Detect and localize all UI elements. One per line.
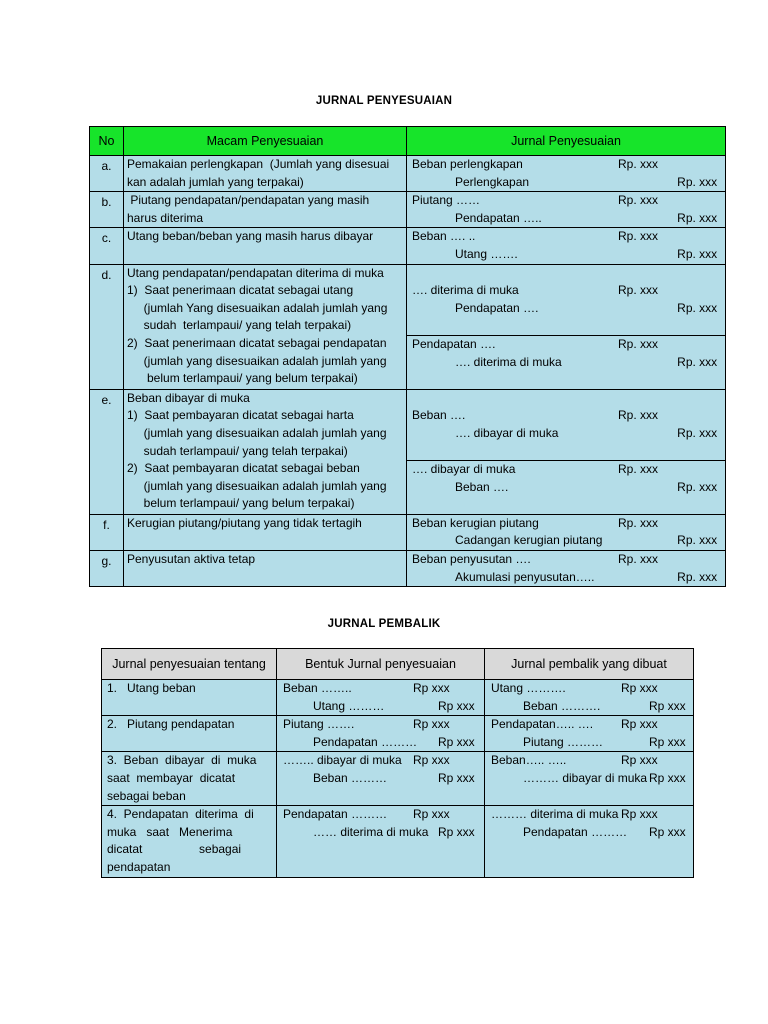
amount: Rp xxx	[413, 807, 450, 822]
reversing-entry	[485, 680, 694, 716]
reversing-debit-line	[491, 806, 693, 824]
table2-row	[102, 752, 694, 806]
reversal-topic	[102, 680, 277, 716]
adjustment-description	[124, 156, 407, 192]
amount: Rp xxx	[649, 734, 686, 749]
credit-account: Pendapatan ….	[455, 300, 539, 315]
row-number-cell	[90, 264, 124, 389]
table1-header	[90, 127, 726, 156]
credit-line	[407, 354, 725, 372]
amount: Rp xxx	[438, 698, 475, 713]
amount: Rp xxx	[413, 753, 450, 768]
journal-entry	[407, 265, 725, 335]
description-line: (jumlah yang disesuaikan adalah jumlah yang	[127, 478, 387, 493]
description-line: Kerugian piutang/piutang yang tidak tertagih	[127, 515, 362, 530]
debit-line	[407, 407, 725, 425]
credit-amount: Rp. xxx	[677, 246, 718, 261]
debit-amount: Rp. xxx	[618, 283, 659, 298]
debit-amount: Rp. xxx	[618, 462, 659, 477]
description-line: Beban dibayar di muka	[127, 390, 250, 405]
table2-header	[102, 649, 694, 680]
debit-account: Beban ….	[412, 408, 466, 423]
adjusting-credit-line	[283, 770, 484, 788]
header-jurnal-pembalik: Jurnal pembalik yang dibuat	[485, 649, 694, 680]
adjusting-debit-line	[283, 752, 484, 770]
reversal-topic	[102, 716, 277, 752]
title-jurnal-penyesuaian: JURNAL PENYESUAIAN	[315, 95, 453, 107]
journal-entry-cell	[407, 389, 726, 514]
amount: Rp xxx	[649, 824, 686, 839]
topic-line: sebagai beban	[107, 788, 186, 803]
adjusting-debit-line	[283, 680, 484, 698]
debit-amount: Rp. xxx	[618, 515, 659, 530]
row-number-cell	[90, 389, 124, 514]
account: Beban….. …..	[491, 753, 567, 768]
adjustment-description	[124, 514, 407, 550]
credit-account: Beban ….	[455, 479, 509, 494]
description-line: (jumlah yang disesuaikan adalah jumlah yang	[127, 425, 387, 440]
adjusting-debit-line	[283, 716, 484, 734]
credit-amount: Rp. xxx	[677, 300, 718, 315]
table1-row	[90, 514, 726, 550]
adjusting-entry	[277, 752, 485, 806]
amount: Rp xxx	[621, 681, 658, 695]
adjustment-description	[124, 228, 407, 264]
account: Pendapatan ………	[313, 734, 418, 749]
description-line: 1) Saat pembayaran dicatat sebagai harta	[127, 408, 354, 423]
description-line: 2) Saat penerimaan dicatat sebagai pendapatan	[127, 335, 387, 350]
account: ……… dibayar di muka	[523, 770, 648, 785]
account: Piutang ………	[523, 734, 604, 749]
account: Beban ………	[313, 770, 388, 785]
credit-amount: Rp. xxx	[677, 174, 718, 189]
amount: Rp xxx	[621, 753, 658, 768]
account: Pendapatan….. ….	[491, 717, 594, 732]
journal-entry	[407, 515, 725, 550]
topic-line: 4. Pendapatan diterima di	[107, 807, 254, 822]
table-jurnal-penyesuaian	[89, 126, 726, 587]
credit-account: Cadangan kerugian piutang	[455, 533, 603, 548]
journal-spacer	[407, 265, 725, 283]
description-line: 2) Saat pembayaran dicatat sebagai beban	[127, 461, 360, 476]
journal-entry-cell	[407, 551, 726, 587]
credit-amount: Rp. xxx	[677, 479, 718, 494]
description-line: Utang beban/beban yang masih harus dibayar	[127, 229, 374, 244]
journal-entry	[407, 460, 725, 514]
debit-amount: Rp. xxx	[618, 336, 659, 351]
description-line: Pemakaian perlengkapan (Jumlah yang disesuai	[127, 157, 390, 171]
account: Piutang …….	[283, 717, 355, 732]
header-macam-penyesuaian: Macam Penyesuaian	[124, 127, 407, 156]
table2-row	[102, 680, 694, 716]
debit-account: Pendapatan ….	[412, 336, 496, 351]
table1-row	[90, 228, 726, 264]
adjusting-credit-line	[283, 698, 484, 716]
topic-line: 2. Piutang pendapatan	[107, 717, 235, 732]
adjustment-description	[124, 264, 407, 389]
description-line: (jumlah yang disesuaikan adalah jumlah yang	[127, 353, 387, 368]
debit-line	[407, 551, 725, 569]
credit-amount: Rp. xxx	[677, 569, 718, 584]
reversal-topic	[102, 806, 277, 877]
credit-account: Utang …….	[455, 246, 518, 261]
debit-amount: Rp. xxx	[618, 408, 659, 423]
debit-account: …. diterima di muka	[412, 283, 519, 298]
credit-account: Pendapatan …..	[455, 210, 542, 225]
debit-amount: Rp. xxx	[618, 229, 659, 244]
row-number: d.	[101, 267, 112, 282]
debit-line	[407, 336, 725, 354]
debit-account: Beban kerugian piutang	[412, 515, 539, 530]
debit-account: Beban …. ..	[412, 229, 476, 244]
amount: Rp xxx	[649, 698, 686, 713]
description-line: belum terlampaui/ yang belum terpakai)	[127, 496, 355, 511]
debit-account: Beban penyusutan ….	[412, 552, 531, 567]
journal-entry	[407, 551, 725, 586]
credit-amount: Rp. xxx	[677, 533, 718, 548]
table2-row	[102, 806, 694, 877]
table-jurnal-pembalik	[101, 648, 694, 878]
journal-entry	[407, 335, 725, 389]
description-line: Piutang pendapatan/pendapatan yang masih	[127, 193, 370, 208]
topic-line: muka saat Menerima	[107, 824, 233, 839]
credit-line	[407, 569, 725, 587]
adjusting-debit-line	[283, 806, 484, 824]
debit-line	[407, 192, 725, 210]
row-number-cell	[90, 192, 124, 228]
journal-entry-cell	[407, 156, 726, 192]
account: Utang ………	[313, 698, 385, 713]
description-line: (jumlah Yang disesuaikan adalah jumlah yang	[127, 300, 388, 315]
title-jurnal-pembalik: JURNAL PEMBALIK	[327, 618, 441, 630]
account: Utang ……….	[491, 681, 566, 695]
description-line: belum terlampaui/ yang belum terpakai)	[127, 371, 358, 386]
credit-account: …. diterima di muka	[455, 354, 562, 369]
reversing-entry	[485, 716, 694, 752]
reversing-credit-line	[491, 698, 693, 716]
table1-row	[90, 551, 726, 587]
table1-row	[90, 264, 726, 389]
journal-entry	[407, 192, 725, 227]
adjustment-description	[124, 389, 407, 514]
amount: Rp xxx	[438, 770, 475, 785]
credit-line	[407, 174, 725, 192]
description-line: sudah terlampaui/ yang telah terpakai)	[127, 443, 348, 458]
debit-line	[407, 461, 725, 479]
debit-amount: Rp. xxx	[618, 193, 659, 208]
row-number: e.	[101, 392, 112, 407]
table2-row	[102, 716, 694, 752]
journal-entry	[407, 156, 725, 191]
debit-line	[407, 282, 725, 300]
description-line: Utang pendapatan/pendapatan diterima di muka	[127, 265, 384, 280]
amount: Rp xxx	[649, 770, 686, 785]
adjustment-description	[124, 192, 407, 228]
description-line: kan adalah jumlah yang terpakai)	[127, 174, 304, 189]
topic-line: 3. Beban dibayar di muka	[107, 753, 257, 768]
topic-line: pendapatan	[107, 859, 171, 874]
adjusting-credit-line	[283, 824, 484, 842]
amount: Rp xxx	[413, 681, 450, 695]
description-line: harus diterima	[127, 210, 204, 225]
adjusting-entry	[277, 680, 485, 716]
account: ……… diterima di muka	[491, 807, 619, 822]
topic-line: dicatat sebagai	[107, 842, 242, 857]
adjusting-entry	[277, 806, 485, 877]
row-number-cell	[90, 156, 124, 192]
debit-account: Piutang ……	[412, 193, 481, 208]
debit-account: …. dibayar di muka	[412, 462, 516, 477]
journal-entry-cell	[407, 192, 726, 228]
credit-amount: Rp. xxx	[677, 354, 718, 369]
row-number: g.	[101, 554, 112, 569]
amount: Rp xxx	[438, 824, 475, 839]
header-no: No	[90, 127, 124, 156]
credit-line	[407, 532, 725, 550]
table1-row	[90, 156, 726, 192]
debit-account: Beban perlengkapan	[412, 157, 523, 171]
journal-entry-cell	[407, 514, 726, 550]
debit-amount: Rp. xxx	[618, 552, 659, 567]
row-number: c.	[101, 231, 112, 246]
journal-spacer	[407, 371, 725, 389]
account: …… diterima di muka	[313, 824, 429, 839]
header-jurnal-penyesuaian-tentang: Jurnal penyesuaian tentang	[102, 649, 277, 680]
journal-spacer	[407, 443, 725, 461]
reversing-credit-line	[491, 770, 693, 788]
account: Pendapatan ………	[283, 807, 388, 822]
journal-spacer	[407, 390, 725, 408]
amount: Rp xxx	[438, 734, 475, 749]
topic-line: 1. Utang beban	[107, 681, 196, 695]
row-number-cell	[90, 228, 124, 264]
credit-account: …. dibayar di muka	[455, 425, 559, 440]
reversing-debit-line	[491, 680, 693, 698]
table1-row	[90, 192, 726, 228]
table1-row	[90, 389, 726, 514]
reversing-credit-line	[491, 824, 693, 842]
reversal-topic	[102, 752, 277, 806]
amount: Rp xxx	[621, 807, 658, 822]
reversing-entry	[485, 806, 694, 877]
header-bentuk-jurnal-penyesuaian: Bentuk Jurnal penyesuaian	[277, 649, 485, 680]
credit-account: Perlengkapan	[455, 174, 530, 189]
credit-line	[407, 210, 725, 228]
adjusting-entry	[277, 716, 485, 752]
credit-amount: Rp. xxx	[677, 425, 718, 440]
account: Pendapatan ………	[523, 824, 628, 839]
row-number-cell	[90, 551, 124, 587]
debit-line	[407, 228, 725, 246]
credit-line	[407, 300, 725, 318]
row-number: f.	[103, 517, 110, 532]
reversing-credit-line	[491, 734, 693, 752]
credit-line	[407, 425, 725, 443]
row-number: b.	[101, 195, 112, 210]
topic-line: saat membayar dicatat	[107, 770, 236, 785]
header-jurnal-penyesuaian: Jurnal Penyesuaian	[407, 127, 726, 156]
debit-line	[407, 156, 725, 174]
journal-entry	[407, 228, 725, 263]
account: Beban ……….	[523, 698, 601, 713]
reversing-debit-line	[491, 716, 693, 734]
amount: Rp xxx	[413, 717, 450, 732]
journal-entry-cell	[407, 228, 726, 264]
description-line: sudah terlampaui/ yang telah terpakai)	[127, 318, 352, 333]
credit-amount: Rp. xxx	[677, 210, 718, 225]
journal-entry	[407, 390, 725, 460]
credit-account: Akumulasi penyusutan…..	[455, 569, 595, 584]
journal-entry-cell	[407, 264, 726, 389]
description-line: 1) Saat penerimaan dicatat sebagai utang	[127, 283, 354, 298]
journal-spacer	[407, 317, 725, 335]
credit-line	[407, 246, 725, 264]
credit-line	[407, 479, 725, 497]
account: …….. dibayar di muka	[283, 753, 402, 768]
amount: Rp xxx	[621, 717, 658, 732]
reversing-debit-line	[491, 752, 693, 770]
row-number-cell	[90, 514, 124, 550]
adjusting-credit-line	[283, 734, 484, 752]
row-number: a.	[101, 159, 112, 173]
journal-spacer	[407, 496, 725, 514]
description-line: Penyusutan aktiva tetap	[127, 552, 256, 567]
adjustment-description	[124, 551, 407, 587]
reversing-entry	[485, 752, 694, 806]
debit-amount: Rp. xxx	[618, 157, 659, 171]
account: Beban ……..	[283, 681, 352, 695]
debit-line	[407, 515, 725, 533]
